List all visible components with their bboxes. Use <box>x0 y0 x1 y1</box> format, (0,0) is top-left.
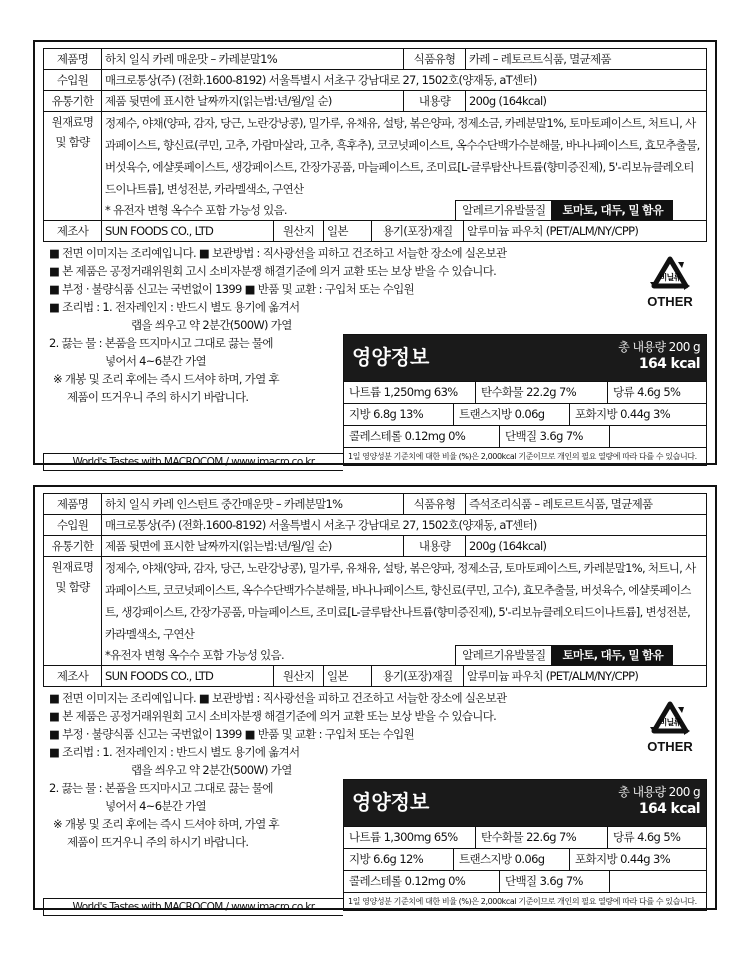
cook-line: 넣어서 4~6분간 가열 <box>105 799 206 813</box>
ingredients-key-line2: 및 함량 <box>55 135 90 149</box>
food-type-value: 카레 – 레토르트식품, 멸균제품 <box>466 49 707 70</box>
product-name: 하치 일식 카레 인스턴트 중간매운맛 – 카레분말1% <box>102 494 404 515</box>
nutrient-sodium: 나트륨 1,300mg 65% <box>344 827 476 848</box>
cook-line: 제품이 뜨거우니 주의 하시기 바랍니다. <box>67 390 249 404</box>
nutrition-title: 영양정보 <box>352 790 430 814</box>
importer-key: 수입원 <box>44 70 102 91</box>
nutrition-row <box>344 381 706 403</box>
nutrition-facts <box>343 334 707 466</box>
product-row <box>44 49 707 70</box>
maker-value: SUN FOODS CO., LTD <box>102 666 274 687</box>
origin-key: 원산지 <box>274 221 324 242</box>
origin-value: 일본 <box>324 666 372 687</box>
ingredients-text: 정제수, 야채(양파, 감자, 당근, 노란강낭콩), 밀가루, 유채유, 설탕, 볶은양파, 정제소금, 카레분말1%, 토마토페이스트, 처트니, 사과페이스트, 향신료(쿠민, 고추, 가람마살라, 고추, 흑후추), 코코넛페이스트, 옥수수단백가수분해물, 바나나페이스트, 효모추출물, 버섯육수, 에샬롯페이스트, 생강페이스트, 간장가공품, 마늘페이스트, 조미료[L-글루탐산나트륨(향미증진제), 5'-리보뉴클레오티드이나트륨], 변성전분, 카라멜색소, 구연산 <box>105 116 700 196</box>
brand-tagline: World's Tastes with MACROCOM / www.imacro.co.kr <box>43 453 343 471</box>
note-line: ■ 전면 이미지는 조리예입니다. ■ 보관방법 : 직사광선을 피하고 건조하고 서늘한 장소에 실온보관 <box>49 246 507 260</box>
importer-key: 수입원 <box>44 515 102 536</box>
nutrient-cholesterol: 콜레스테롤 0.12mg 0% <box>344 871 500 892</box>
gmo-note: *유전자 변형 옥수수 포함 가능성 있음. <box>105 648 284 662</box>
recycle-other-text: OTHER <box>647 294 693 309</box>
cook-line: 넣어서 4~6분간 가열 <box>105 354 206 368</box>
cook-line: ※ 개봉 및 조리 후에는 즉시 드셔야 하며, 가열 후 <box>53 817 279 831</box>
maker-key: 제조사 <box>44 666 102 687</box>
recycle-mark-text: 비닐류 <box>659 273 681 282</box>
ingredients-key <box>44 557 102 666</box>
volume-key: 내용량 <box>404 536 466 557</box>
cook-line: ※ 개봉 및 조리 후에는 즉시 드셔야 하며, 가열 후 <box>53 372 279 386</box>
recycle-mark-text: 비닐류 <box>659 718 681 727</box>
maker-value: SUN FOODS CO., LTD <box>102 221 274 242</box>
nutrient-trans-fat: 트랜스지방 0.06g <box>454 404 570 425</box>
recycle-mark <box>635 256 705 309</box>
product-key: 제품명 <box>44 49 102 70</box>
expiry-value: 제품 뒷면에 표시한 날짜까지(읽는법:년/월/일 순) <box>102 536 404 557</box>
note-line: ■ 본 제품은 공정거래위원회 고시 소비자분쟁 해결기준에 의거 교환 또는 보상 받을 수 있습니다. <box>49 709 497 723</box>
food-type-value: 즉석조리식품 – 레토르트식품, 멸균제품 <box>466 494 707 515</box>
note-line: ■ 전면 이미지는 조리예입니다. ■ 보관방법 : 직사광선을 피하고 건조하고 서늘한 장소에 실온보관 <box>49 691 507 705</box>
nutrient-protein: 단백질 3.6g 7% <box>500 426 610 447</box>
nutrition-kcal: 164 kcal <box>638 801 700 817</box>
maker-row <box>44 666 707 687</box>
product-label <box>33 40 717 468</box>
nutrient-saturated-fat: 포화지방 0.44g 3% <box>575 407 671 421</box>
importer-value: 매크로통상(주) (전화.1600-8192) 서울특별시 서초구 강남대로 27, 1502호(양재동, aT센터) <box>102 515 707 536</box>
note-line: ■ 부정 · 불량식품 신고는 국번없이 1399 ■ 반품 및 교환 : 구입처 또는 수입원 <box>49 727 414 741</box>
ingredients-key-line2: 및 함량 <box>55 580 90 594</box>
nutrient-carbs: 탄수화물 22.6g 7% <box>476 827 608 848</box>
nutrient-trans-fat: 트랜스지방 0.06g <box>454 849 570 870</box>
cook-line: 2. 끓는 물 : 본품을 뜨지마시고 그대로 끓는 물에 <box>49 781 273 795</box>
expiry-key: 유통기한 <box>44 91 102 112</box>
cook-line: ■ 조리법 : 1. 전자레인지 : 반드시 별도 용기에 옮겨서 <box>49 300 300 314</box>
recycle-icon <box>648 701 692 739</box>
ingredients-key-line1: 원재료명 <box>51 115 94 129</box>
nutrient-fat: 지방 6.6g 12% <box>344 849 454 870</box>
allergy-row <box>105 645 703 665</box>
package-key: 용기(포장)재질 <box>372 221 464 242</box>
origin-key: 원산지 <box>274 666 324 687</box>
nutrition-row <box>344 826 706 848</box>
expiry-value: 제품 뒷면에 표시한 날짜까지(읽는법:년/월/일 순) <box>102 91 404 112</box>
cook-line: 2. 끓는 물 : 본품을 뜨지마시고 그대로 끓는 물에 <box>49 336 273 350</box>
importer-value: 매크로통상(주) (전화.1600-8192) 서울특별시 서초구 강남대로 27, 1502호(양재동, aT센터) <box>102 70 707 91</box>
product-key: 제품명 <box>44 494 102 515</box>
cook-line: 제품이 뜨거우니 주의 하시기 바랍니다. <box>67 835 249 849</box>
nutrition-footnote: 1일 영양성분 기준치에 대한 비율 (%)은 2,000kcal 기준이므로 개인의 필요 열량에 따라 다를 수 있습니다. <box>344 892 706 910</box>
nutrient-sugar: 당류 4.6g 5% <box>613 830 681 844</box>
nutrient-carbs: 탄수화물 22.2g 7% <box>476 382 608 403</box>
product-label <box>33 485 717 913</box>
allergy-value: 토마토, 대두, 밀 함유 <box>552 645 673 665</box>
maker-row <box>44 221 707 242</box>
food-type-key: 식품유형 <box>404 49 466 70</box>
gmo-note: * 유전자 변형 옥수수 포함 가능성 있음. <box>105 203 287 217</box>
nutrition-header <box>344 335 706 381</box>
package-key: 용기(포장)재질 <box>372 666 464 687</box>
maker-table <box>43 221 707 242</box>
nutrient-sodium: 나트륨 1,250mg 63% <box>344 382 476 403</box>
nutrition-facts <box>343 779 707 911</box>
volume-key: 내용량 <box>404 91 466 112</box>
ingredients-text: 정제수, 야채(양파, 감자, 당근, 노란강낭콩), 밀가루, 유채유, 설탕, 볶은양파, 정제소금, 토마토페이스트, 카레분말1%, 처트니, 사과페이스트, 코코넛페이스트, 옥수수단백가수분해물, 바나나페이스트, 향신료(쿠민, 고수), 효모추출물, 버섯육수, 에샬롯페이스트, 생강페이스트, 간장가공품, 마늘페이스트, 조미료[L-글루탐산나트륨(향미증진제), 5'-리보뉴클레오티드이나트륨], 변성전분, 카라멜색소, 구연산 <box>105 561 696 641</box>
nutrition-total: 총 내용량 200 g <box>618 785 700 799</box>
ingredients-row <box>44 557 707 666</box>
note-line: ■ 본 제품은 공정거래위원회 고시 소비자분쟁 해결기준에 의거 교환 또는 보상 받을 수 있습니다. <box>49 264 497 278</box>
ingredients-key-line1: 원재료명 <box>51 560 94 574</box>
nutrient-fat: 지방 6.8g 13% <box>344 404 454 425</box>
nutrition-title: 영양정보 <box>352 345 430 369</box>
volume-value: 200g (164kcal) <box>466 91 707 112</box>
allergy-key: 알레르기유발물질 <box>455 645 552 665</box>
nutrition-kcal: 164 kcal <box>638 356 700 372</box>
nutrition-row <box>344 870 706 892</box>
expiry-row <box>44 91 707 112</box>
expiry-row <box>44 536 707 557</box>
note-line: ■ 부정 · 불량식품 신고는 국번없이 1399 ■ 반품 및 교환 : 구입처 또는 수입원 <box>49 282 414 296</box>
notes-area <box>43 687 707 913</box>
nutrient-sugar: 당류 4.6g 5% <box>613 385 681 399</box>
nutrient-protein: 단백질 3.6g 7% <box>500 871 610 892</box>
product-name: 하치 일식 카레 매운맛 – 카레분말1% <box>102 49 404 70</box>
volume-value: 200g (164kcal) <box>466 536 707 557</box>
label-content <box>43 493 707 913</box>
nutrition-total: 총 내용량 200 g <box>618 340 700 354</box>
recycle-other-text: OTHER <box>647 739 693 754</box>
package-value: 알루미늄 파우치 (PET/ALM/NY/CPP) <box>464 666 707 687</box>
package-value: 알루미늄 파우치 (PET/ALM/NY/CPP) <box>464 221 707 242</box>
cook-line: 랩을 씌우고 약 2분간(500W) 가열 <box>131 763 292 777</box>
origin-value: 일본 <box>324 221 372 242</box>
notes-area <box>43 242 707 468</box>
nutrition-row <box>344 403 706 425</box>
nutrition-footnote: 1일 영양성분 기준치에 대한 비율 (%)은 2,000kcal 기준이므로 개인의 필요 열량에 따라 다를 수 있습니다. <box>344 447 706 465</box>
importer-row <box>44 70 707 91</box>
ingredients-row <box>44 112 707 221</box>
food-type-key: 식품유형 <box>404 494 466 515</box>
nutrient-cholesterol: 콜레스테롤 0.12mg 0% <box>344 426 500 447</box>
allergy-key: 알레르기유발물질 <box>455 200 552 220</box>
allergy-value: 토마토, 대두, 밀 함유 <box>552 200 673 220</box>
info-table <box>43 493 707 666</box>
nutrition-row <box>344 848 706 870</box>
importer-row <box>44 515 707 536</box>
recycle-mark <box>635 701 705 754</box>
product-row <box>44 494 707 515</box>
maker-key: 제조사 <box>44 221 102 242</box>
label-content <box>43 48 707 468</box>
nutrition-header <box>344 780 706 826</box>
cook-line: 랩을 씌우고 약 2분간(500W) 가열 <box>131 318 292 332</box>
recycle-icon <box>648 256 692 294</box>
ingredients-cell <box>102 557 707 666</box>
expiry-key: 유통기한 <box>44 536 102 557</box>
maker-table <box>43 666 707 687</box>
ingredients-key <box>44 112 102 221</box>
info-table <box>43 48 707 221</box>
cook-line: ■ 조리법 : 1. 전자레인지 : 반드시 별도 용기에 옮겨서 <box>49 745 300 759</box>
brand-tagline: World's Tastes with MACROCOM / www.imacro.co.kr <box>43 898 343 916</box>
nutrition-row <box>344 425 706 447</box>
ingredients-cell <box>102 112 707 221</box>
allergy-row <box>105 200 703 220</box>
nutrient-saturated-fat: 포화지방 0.44g 3% <box>575 852 671 866</box>
